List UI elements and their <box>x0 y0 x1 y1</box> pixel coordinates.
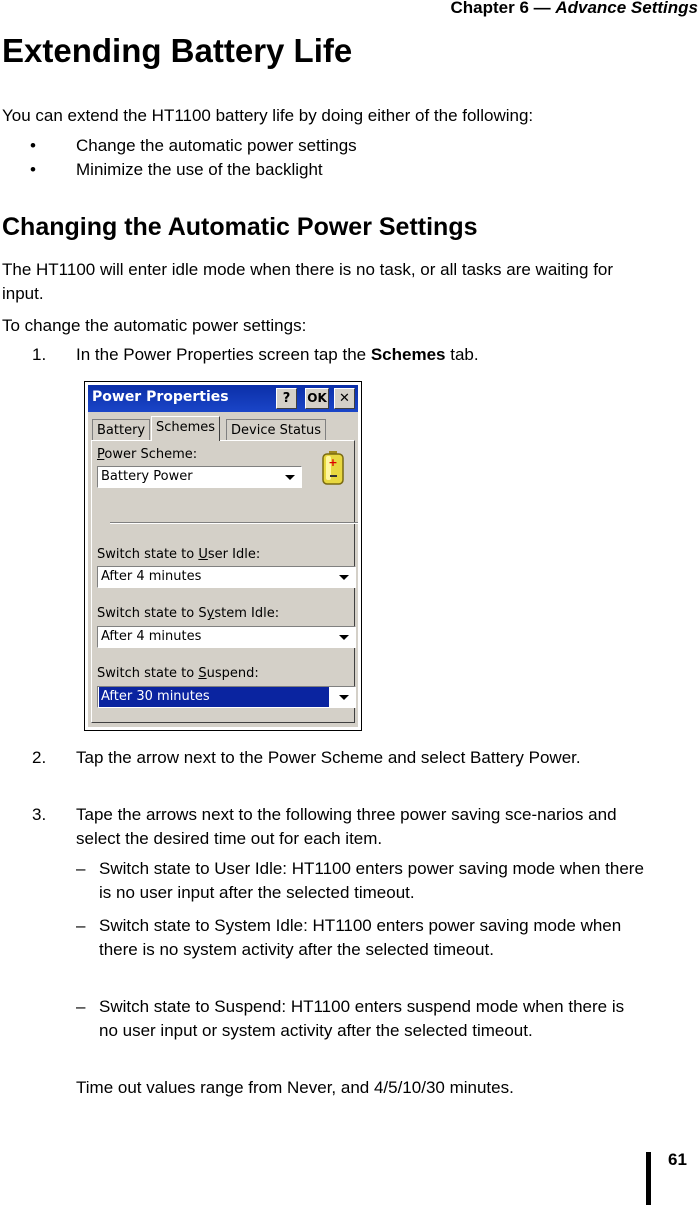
chevron-down-icon[interactable] <box>339 635 349 640</box>
step-1-text: In the Power Properties screen tap the Schemes tab. <box>76 345 479 364</box>
battery-icon <box>322 451 344 485</box>
close-button[interactable]: ✕ <box>334 388 355 409</box>
power-properties-dialog <box>84 381 362 731</box>
section-title-changing-power-settings: Changing the Automatic Power Settings <box>2 213 478 241</box>
help-button[interactable]: ? <box>276 388 297 409</box>
tab-battery[interactable]: Battery <box>92 419 150 441</box>
dash-mark: – <box>76 997 86 1016</box>
tab-device-status[interactable]: Device Status <box>226 419 326 441</box>
dialog-titlebar <box>88 385 358 412</box>
dialog-title: Power Properties <box>92 389 229 405</box>
chevron-down-icon[interactable] <box>285 475 295 480</box>
step-number: 1. <box>32 345 47 364</box>
divider <box>110 522 358 524</box>
dash-mark: – <box>76 916 86 935</box>
suspend-label: Switch state to Suspend: <box>97 666 259 681</box>
suspend-select[interactable]: After 30 minutes <box>97 686 356 708</box>
sub-item-system-idle: Switch state to System Idle: HT1100 enters power saving mode when there is no system activity after the selected timeout. <box>99 916 622 959</box>
system-idle-select[interactable]: After 4 minutes <box>97 626 356 648</box>
chevron-down-icon[interactable] <box>339 575 349 580</box>
sub-item-user-idle: Switch state to User Idle: HT1100 enters power saving mode when there is no user input after the selected timeout. <box>99 859 644 902</box>
section-title-extending-battery-life: Extending Battery Life <box>2 32 353 69</box>
bullet-mark: • <box>30 136 36 155</box>
chapter-header: Chapter 6 — Advance Settings <box>450 0 698 17</box>
power-scheme-select[interactable]: Battery Power <box>97 466 302 488</box>
schemes-panel <box>91 440 355 723</box>
bullet-mark: • <box>30 160 36 179</box>
paragraph-idle-mode: The HT1100 will enter idle mode when there is no task, or all tasks are waiting for input. <box>2 260 614 303</box>
closing-paragraph: Time out values range from Never, and 4/5/10/30 minutes. <box>76 1078 514 1097</box>
user-idle-select[interactable]: After 4 minutes <box>97 566 356 588</box>
page-number-bar <box>646 1152 651 1205</box>
chevron-down-icon[interactable] <box>339 695 349 700</box>
tab-schemes[interactable]: Schemes <box>151 416 220 441</box>
sub-item-suspend: Switch state to Suspend: HT1100 enters suspend mode when there is no user input or system activity after the selected timeout. <box>99 997 625 1040</box>
step-3-text: Tape the arrows next to the following three power saving sce-narios and select the desired time out for each item. <box>76 805 617 848</box>
page-number: 61 <box>668 1150 687 1169</box>
bullet-item: Change the automatic power settings <box>76 136 357 155</box>
bullet-item: Minimize the use of the backlight <box>76 160 323 179</box>
power-scheme-label: Power Scheme: <box>97 447 198 462</box>
paragraph-to-change: To change the automatic power settings: <box>2 316 307 335</box>
step-2-text: Tap the arrow next to the Power Scheme and select Battery Power. <box>76 748 581 767</box>
svg-text:+: + <box>328 456 338 469</box>
dash-mark: – <box>76 859 86 878</box>
step-number: 3. <box>32 805 47 824</box>
intro-paragraph: You can extend the HT1100 battery life by doing either of the following: <box>2 106 534 125</box>
ok-button[interactable]: OK <box>305 388 329 409</box>
user-idle-label: Switch state to User Idle: <box>97 547 261 562</box>
step-number: 2. <box>32 748 47 767</box>
system-idle-label: Switch state to System Idle: <box>97 606 280 621</box>
